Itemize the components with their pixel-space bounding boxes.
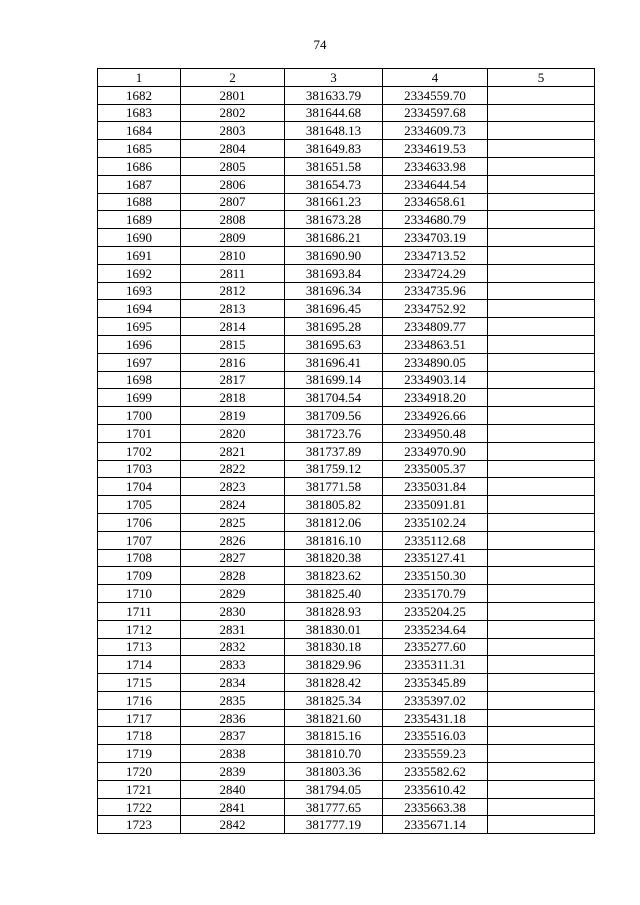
point-number-cell: 1693 bbox=[98, 282, 181, 300]
station-number-cell: 2823 bbox=[181, 478, 285, 496]
station-number-cell: 2830 bbox=[181, 602, 285, 620]
table-row bbox=[98, 300, 595, 318]
table-row bbox=[98, 353, 595, 371]
station-number-cell: 2815 bbox=[181, 335, 285, 353]
y-coordinate-cell: 2334926.66 bbox=[383, 407, 488, 425]
column-header-5: 5 bbox=[488, 69, 595, 87]
point-number-cell: 1723 bbox=[98, 816, 181, 834]
header-row bbox=[98, 69, 595, 87]
x-coordinate-cell: 381690.90 bbox=[285, 246, 383, 264]
table-row bbox=[98, 496, 595, 514]
y-coordinate-cell: 2335610.42 bbox=[383, 780, 488, 798]
note-cell bbox=[488, 282, 595, 300]
note-cell bbox=[488, 193, 595, 211]
y-coordinate-cell: 2335671.14 bbox=[383, 816, 488, 834]
y-coordinate-cell: 2334597.68 bbox=[383, 104, 488, 122]
note-cell bbox=[488, 86, 595, 104]
y-coordinate-cell: 2335582.62 bbox=[383, 763, 488, 781]
point-number-cell: 1718 bbox=[98, 727, 181, 745]
point-number-cell: 1690 bbox=[98, 229, 181, 247]
table-row bbox=[98, 140, 595, 158]
table-row bbox=[98, 549, 595, 567]
table-row bbox=[98, 531, 595, 549]
y-coordinate-cell: 2334633.98 bbox=[383, 157, 488, 175]
note-cell bbox=[488, 140, 595, 158]
station-number-cell: 2826 bbox=[181, 531, 285, 549]
point-number-cell: 1715 bbox=[98, 674, 181, 692]
note-cell bbox=[488, 300, 595, 318]
table-row bbox=[98, 585, 595, 603]
point-number-cell: 1722 bbox=[98, 798, 181, 816]
column-header-2: 2 bbox=[181, 69, 285, 87]
x-coordinate-cell: 381810.70 bbox=[285, 745, 383, 763]
table-row bbox=[98, 602, 595, 620]
x-coordinate-cell: 381825.34 bbox=[285, 691, 383, 709]
x-coordinate-cell: 381699.14 bbox=[285, 371, 383, 389]
table-row bbox=[98, 816, 595, 834]
station-number-cell: 2819 bbox=[181, 407, 285, 425]
x-coordinate-cell: 381654.73 bbox=[285, 175, 383, 193]
x-coordinate-cell: 381777.19 bbox=[285, 816, 383, 834]
station-number-cell: 2842 bbox=[181, 816, 285, 834]
x-coordinate-cell: 381805.82 bbox=[285, 496, 383, 514]
x-coordinate-cell: 381633.79 bbox=[285, 86, 383, 104]
point-number-cell: 1691 bbox=[98, 246, 181, 264]
note-cell bbox=[488, 353, 595, 371]
y-coordinate-cell: 2334619.53 bbox=[383, 140, 488, 158]
note-cell bbox=[488, 656, 595, 674]
x-coordinate-cell: 381737.89 bbox=[285, 442, 383, 460]
table-row bbox=[98, 104, 595, 122]
table-row bbox=[98, 691, 595, 709]
point-number-cell: 1694 bbox=[98, 300, 181, 318]
station-number-cell: 2831 bbox=[181, 620, 285, 638]
point-number-cell: 1707 bbox=[98, 531, 181, 549]
note-cell bbox=[488, 513, 595, 531]
table-row bbox=[98, 335, 595, 353]
station-number-cell: 2834 bbox=[181, 674, 285, 692]
note-cell bbox=[488, 407, 595, 425]
station-number-cell: 2808 bbox=[181, 211, 285, 229]
y-coordinate-cell: 2335150.30 bbox=[383, 567, 488, 585]
table-row bbox=[98, 638, 595, 656]
point-number-cell: 1695 bbox=[98, 318, 181, 336]
table-row bbox=[98, 86, 595, 104]
table-row bbox=[98, 674, 595, 692]
x-coordinate-cell: 381803.36 bbox=[285, 763, 383, 781]
note-cell bbox=[488, 478, 595, 496]
y-coordinate-cell: 2334680.79 bbox=[383, 211, 488, 229]
note-cell bbox=[488, 229, 595, 247]
table-row bbox=[98, 371, 595, 389]
y-coordinate-cell: 2334863.51 bbox=[383, 335, 488, 353]
note-cell bbox=[488, 727, 595, 745]
x-coordinate-cell: 381693.84 bbox=[285, 264, 383, 282]
table-row bbox=[98, 246, 595, 264]
note-cell bbox=[488, 567, 595, 585]
note-cell bbox=[488, 122, 595, 140]
point-number-cell: 1705 bbox=[98, 496, 181, 514]
station-number-cell: 2810 bbox=[181, 246, 285, 264]
x-coordinate-cell: 381794.05 bbox=[285, 780, 383, 798]
column-header-1: 1 bbox=[98, 69, 181, 87]
x-coordinate-cell: 381709.56 bbox=[285, 407, 383, 425]
x-coordinate-cell: 381723.76 bbox=[285, 424, 383, 442]
x-coordinate-cell: 381828.93 bbox=[285, 602, 383, 620]
y-coordinate-cell: 2335516.03 bbox=[383, 727, 488, 745]
station-number-cell: 2833 bbox=[181, 656, 285, 674]
point-number-cell: 1717 bbox=[98, 709, 181, 727]
note-cell bbox=[488, 371, 595, 389]
note-cell bbox=[488, 246, 595, 264]
point-number-cell: 1704 bbox=[98, 478, 181, 496]
y-coordinate-cell: 2335663.38 bbox=[383, 798, 488, 816]
table-row bbox=[98, 407, 595, 425]
y-coordinate-cell: 2335559.23 bbox=[383, 745, 488, 763]
table-row bbox=[98, 122, 595, 140]
note-cell bbox=[488, 798, 595, 816]
y-coordinate-cell: 2335031.84 bbox=[383, 478, 488, 496]
point-number-cell: 1712 bbox=[98, 620, 181, 638]
x-coordinate-cell: 381695.28 bbox=[285, 318, 383, 336]
note-cell bbox=[488, 157, 595, 175]
station-number-cell: 2813 bbox=[181, 300, 285, 318]
point-number-cell: 1709 bbox=[98, 567, 181, 585]
x-coordinate-cell: 381696.45 bbox=[285, 300, 383, 318]
coordinates-table bbox=[97, 68, 595, 834]
station-number-cell: 2812 bbox=[181, 282, 285, 300]
point-number-cell: 1720 bbox=[98, 763, 181, 781]
x-coordinate-cell: 381648.13 bbox=[285, 122, 383, 140]
point-number-cell: 1713 bbox=[98, 638, 181, 656]
note-cell bbox=[488, 763, 595, 781]
point-number-cell: 1686 bbox=[98, 157, 181, 175]
x-coordinate-cell: 381777.65 bbox=[285, 798, 383, 816]
table-row bbox=[98, 229, 595, 247]
note-cell bbox=[488, 175, 595, 193]
point-number-cell: 1699 bbox=[98, 389, 181, 407]
table-row bbox=[98, 709, 595, 727]
x-coordinate-cell: 381828.42 bbox=[285, 674, 383, 692]
x-coordinate-cell: 381651.58 bbox=[285, 157, 383, 175]
y-coordinate-cell: 2335345.89 bbox=[383, 674, 488, 692]
table-row bbox=[98, 460, 595, 478]
point-number-cell: 1684 bbox=[98, 122, 181, 140]
x-coordinate-cell: 381649.83 bbox=[285, 140, 383, 158]
table-header bbox=[98, 69, 595, 87]
station-number-cell: 2809 bbox=[181, 229, 285, 247]
note-cell bbox=[488, 335, 595, 353]
note-cell bbox=[488, 745, 595, 763]
station-number-cell: 2832 bbox=[181, 638, 285, 656]
y-coordinate-cell: 2334735.96 bbox=[383, 282, 488, 300]
x-coordinate-cell: 381812.06 bbox=[285, 513, 383, 531]
table-row bbox=[98, 656, 595, 674]
station-number-cell: 2801 bbox=[181, 86, 285, 104]
x-coordinate-cell: 381661.23 bbox=[285, 193, 383, 211]
y-coordinate-cell: 2334703.19 bbox=[383, 229, 488, 247]
table-row bbox=[98, 282, 595, 300]
note-cell bbox=[488, 442, 595, 460]
station-number-cell: 2805 bbox=[181, 157, 285, 175]
station-number-cell: 2841 bbox=[181, 798, 285, 816]
table-row bbox=[98, 424, 595, 442]
note-cell bbox=[488, 816, 595, 834]
y-coordinate-cell: 2334644.54 bbox=[383, 175, 488, 193]
x-coordinate-cell: 381696.34 bbox=[285, 282, 383, 300]
station-number-cell: 2802 bbox=[181, 104, 285, 122]
station-number-cell: 2839 bbox=[181, 763, 285, 781]
table-row bbox=[98, 193, 595, 211]
note-cell bbox=[488, 709, 595, 727]
station-number-cell: 2818 bbox=[181, 389, 285, 407]
table-row bbox=[98, 727, 595, 745]
y-coordinate-cell: 2335234.64 bbox=[383, 620, 488, 638]
point-number-cell: 1701 bbox=[98, 424, 181, 442]
y-coordinate-cell: 2334752.92 bbox=[383, 300, 488, 318]
note-cell bbox=[488, 585, 595, 603]
point-number-cell: 1716 bbox=[98, 691, 181, 709]
point-number-cell: 1706 bbox=[98, 513, 181, 531]
point-number-cell: 1700 bbox=[98, 407, 181, 425]
y-coordinate-cell: 2334658.61 bbox=[383, 193, 488, 211]
station-number-cell: 2822 bbox=[181, 460, 285, 478]
point-number-cell: 1697 bbox=[98, 353, 181, 371]
x-coordinate-cell: 381673.28 bbox=[285, 211, 383, 229]
point-number-cell: 1682 bbox=[98, 86, 181, 104]
x-coordinate-cell: 381820.38 bbox=[285, 549, 383, 567]
table-row bbox=[98, 513, 595, 531]
y-coordinate-cell: 2335112.68 bbox=[383, 531, 488, 549]
table-row bbox=[98, 442, 595, 460]
y-coordinate-cell: 2335127.41 bbox=[383, 549, 488, 567]
y-coordinate-cell: 2334609.73 bbox=[383, 122, 488, 140]
point-number-cell: 1687 bbox=[98, 175, 181, 193]
y-coordinate-cell: 2334809.77 bbox=[383, 318, 488, 336]
page-number: 74 bbox=[313, 37, 327, 52]
y-coordinate-cell: 2334970.90 bbox=[383, 442, 488, 460]
y-coordinate-cell: 2334903.14 bbox=[383, 371, 488, 389]
note-cell bbox=[488, 496, 595, 514]
table-row bbox=[98, 763, 595, 781]
point-number-cell: 1685 bbox=[98, 140, 181, 158]
y-coordinate-cell: 2335091.81 bbox=[383, 496, 488, 514]
point-number-cell: 1698 bbox=[98, 371, 181, 389]
point-number-cell: 1708 bbox=[98, 549, 181, 567]
y-coordinate-cell: 2334890.05 bbox=[383, 353, 488, 371]
table-row bbox=[98, 478, 595, 496]
note-cell bbox=[488, 424, 595, 442]
point-number-cell: 1702 bbox=[98, 442, 181, 460]
y-coordinate-cell: 2335397.02 bbox=[383, 691, 488, 709]
station-number-cell: 2827 bbox=[181, 549, 285, 567]
point-number-cell: 1696 bbox=[98, 335, 181, 353]
x-coordinate-cell: 381771.58 bbox=[285, 478, 383, 496]
note-cell bbox=[488, 602, 595, 620]
x-coordinate-cell: 381696.41 bbox=[285, 353, 383, 371]
y-coordinate-cell: 2335311.31 bbox=[383, 656, 488, 674]
y-coordinate-cell: 2334713.52 bbox=[383, 246, 488, 264]
table-row bbox=[98, 211, 595, 229]
station-number-cell: 2836 bbox=[181, 709, 285, 727]
table-row bbox=[98, 780, 595, 798]
station-number-cell: 2804 bbox=[181, 140, 285, 158]
x-coordinate-cell: 381815.16 bbox=[285, 727, 383, 745]
point-number-cell: 1714 bbox=[98, 656, 181, 674]
table-row bbox=[98, 175, 595, 193]
y-coordinate-cell: 2334950.48 bbox=[383, 424, 488, 442]
x-coordinate-cell: 381829.96 bbox=[285, 656, 383, 674]
table-row bbox=[98, 389, 595, 407]
note-cell bbox=[488, 104, 595, 122]
station-number-cell: 2824 bbox=[181, 496, 285, 514]
station-number-cell: 2837 bbox=[181, 727, 285, 745]
note-cell bbox=[488, 549, 595, 567]
station-number-cell: 2835 bbox=[181, 691, 285, 709]
y-coordinate-cell: 2335102.24 bbox=[383, 513, 488, 531]
x-coordinate-cell: 381821.60 bbox=[285, 709, 383, 727]
x-coordinate-cell: 381816.10 bbox=[285, 531, 383, 549]
y-coordinate-cell: 2335005.37 bbox=[383, 460, 488, 478]
y-coordinate-cell: 2335431.18 bbox=[383, 709, 488, 727]
table-row bbox=[98, 745, 595, 763]
column-header-3: 3 bbox=[285, 69, 383, 87]
table-row bbox=[98, 798, 595, 816]
station-number-cell: 2821 bbox=[181, 442, 285, 460]
station-number-cell: 2807 bbox=[181, 193, 285, 211]
table-body bbox=[98, 86, 595, 833]
y-coordinate-cell: 2334559.70 bbox=[383, 86, 488, 104]
point-number-cell: 1710 bbox=[98, 585, 181, 603]
table-row bbox=[98, 620, 595, 638]
station-number-cell: 2825 bbox=[181, 513, 285, 531]
note-cell bbox=[488, 318, 595, 336]
point-number-cell: 1683 bbox=[98, 104, 181, 122]
note-cell bbox=[488, 389, 595, 407]
x-coordinate-cell: 381695.63 bbox=[285, 335, 383, 353]
note-cell bbox=[488, 620, 595, 638]
station-number-cell: 2817 bbox=[181, 371, 285, 389]
x-coordinate-cell: 381823.62 bbox=[285, 567, 383, 585]
station-number-cell: 2820 bbox=[181, 424, 285, 442]
y-coordinate-cell: 2334918.20 bbox=[383, 389, 488, 407]
note-cell bbox=[488, 531, 595, 549]
y-coordinate-cell: 2334724.29 bbox=[383, 264, 488, 282]
point-number-cell: 1692 bbox=[98, 264, 181, 282]
note-cell bbox=[488, 264, 595, 282]
station-number-cell: 2811 bbox=[181, 264, 285, 282]
point-number-cell: 1721 bbox=[98, 780, 181, 798]
x-coordinate-cell: 381825.40 bbox=[285, 585, 383, 603]
station-number-cell: 2816 bbox=[181, 353, 285, 371]
station-number-cell: 2828 bbox=[181, 567, 285, 585]
point-number-cell: 1689 bbox=[98, 211, 181, 229]
note-cell bbox=[488, 674, 595, 692]
x-coordinate-cell: 381759.12 bbox=[285, 460, 383, 478]
station-number-cell: 2814 bbox=[181, 318, 285, 336]
note-cell bbox=[488, 691, 595, 709]
point-number-cell: 1711 bbox=[98, 602, 181, 620]
y-coordinate-cell: 2335204.25 bbox=[383, 602, 488, 620]
table-row bbox=[98, 157, 595, 175]
table-row bbox=[98, 567, 595, 585]
note-cell bbox=[488, 638, 595, 656]
x-coordinate-cell: 381704.54 bbox=[285, 389, 383, 407]
point-number-cell: 1719 bbox=[98, 745, 181, 763]
note-cell bbox=[488, 211, 595, 229]
column-header-4: 4 bbox=[383, 69, 488, 87]
point-number-cell: 1688 bbox=[98, 193, 181, 211]
x-coordinate-cell: 381686.21 bbox=[285, 229, 383, 247]
x-coordinate-cell: 381644.68 bbox=[285, 104, 383, 122]
station-number-cell: 2840 bbox=[181, 780, 285, 798]
station-number-cell: 2803 bbox=[181, 122, 285, 140]
station-number-cell: 2806 bbox=[181, 175, 285, 193]
x-coordinate-cell: 381830.01 bbox=[285, 620, 383, 638]
note-cell bbox=[488, 780, 595, 798]
table-row bbox=[98, 318, 595, 336]
y-coordinate-cell: 2335277.60 bbox=[383, 638, 488, 656]
x-coordinate-cell: 381830.18 bbox=[285, 638, 383, 656]
y-coordinate-cell: 2335170.79 bbox=[383, 585, 488, 603]
station-number-cell: 2838 bbox=[181, 745, 285, 763]
table-row bbox=[98, 264, 595, 282]
note-cell bbox=[488, 460, 595, 478]
point-number-cell: 1703 bbox=[98, 460, 181, 478]
station-number-cell: 2829 bbox=[181, 585, 285, 603]
